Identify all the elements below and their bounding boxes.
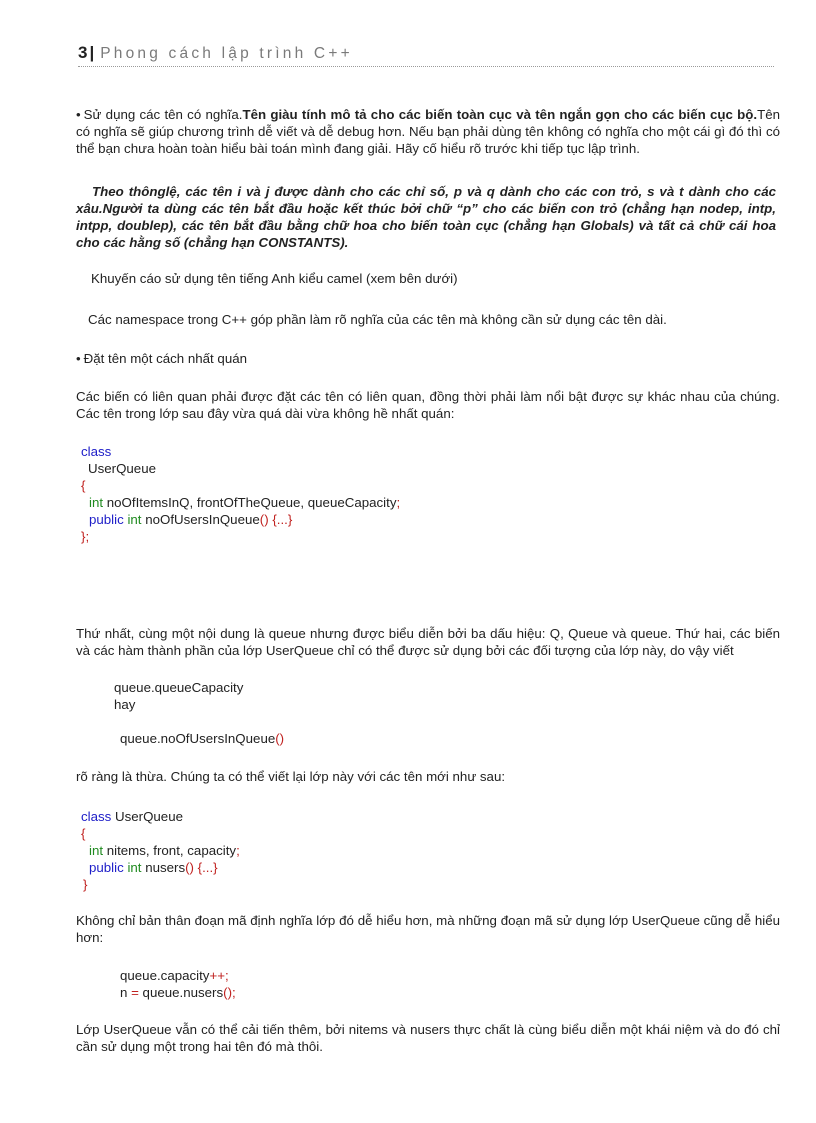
code-text: UserQueue <box>88 461 156 476</box>
code-punct: { <box>81 478 86 493</box>
p1-bold: Tên giàu tính mô tả cho các biến toàn cục và tên ngắn gọn cho các biến cục bộ. <box>242 107 758 122</box>
bullet: • <box>76 107 81 122</box>
code-text: hay <box>114 697 136 712</box>
code-type: int <box>89 843 104 858</box>
code-keyword: class <box>81 809 112 824</box>
code-text: nusers <box>141 860 186 875</box>
code-text: queue.queueCapacity <box>114 680 244 695</box>
code-punct: ++; <box>209 968 229 983</box>
p5-text: Đặt tên một cách nhất quán <box>83 351 248 366</box>
code-punct: = <box>131 985 139 1000</box>
code-block-original-class <box>81 443 785 545</box>
code-text: UserQueue <box>111 809 183 824</box>
code-block-usage <box>120 967 816 1001</box>
paragraph-related-names: Các biến có liên quan phải được đặt các tên có liên quan, đồng thời phải làm nổi bật được sự khác nhau của chúng. Các tên trong lớp sau đây vừa quá dài vừa không hề nhất quán: <box>76 389 780 421</box>
code-punct: () <box>275 731 285 746</box>
code-text: n <box>120 985 132 1000</box>
bullet: • <box>76 351 81 366</box>
code-text: queue.nusers <box>138 985 224 1000</box>
code-punct: () {...} <box>185 860 218 875</box>
paragraph-naming-conventions: Theo thônglệ, các tên i và j được dành cho các chỉ số, p và q dành cho các con trỏ, s và t dành cho các xâu.Người ta dùng các tên bắt đầu hoặc kết thúc bởi chữ “p” cho các biến con trỏ (chẳng hạn nodep, intp, intpp, doublep), các tên bắt đầu bằng chữ hoa cho biến toàn cục (chẳng hạn Globals) và tất cả chữ cái hoa cho các hằng số (chẳng hạn CONSTANTS). <box>76 184 776 250</box>
header-separator: | <box>89 43 95 62</box>
code-punct: ; <box>236 843 240 858</box>
paragraph-meaningful-names <box>76 106 780 157</box>
paragraph-camel-case: Khuyến cáo sử dụng tên tiếng Anh kiểu camel (xem bên dưới) <box>91 271 458 286</box>
header-title: Phong cách lập trình C++ <box>100 45 353 62</box>
code-keyword: public <box>89 860 124 875</box>
code-keyword: public <box>89 512 124 527</box>
code-text: noOfItemsInQ, frontOfTheQueue, queueCapacity <box>103 495 397 510</box>
p1-lead: Sử dụng các tên có nghĩa. <box>83 107 243 122</box>
code-type: int <box>127 512 142 527</box>
code-punct: () {...} <box>259 512 293 527</box>
paragraph-namespace: Các namespace trong C++ góp phần làm rõ nghĩa của các tên mà không cần sử dụng các tên dài. <box>88 312 667 327</box>
paragraph-improve-further: Lớp UserQueue vẫn có thể cải tiến thêm, bởi nitems và nusers thực chất là cùng biểu diễn một khái niệm và do đó chỉ cần sử dụng một trong hai tên đó mà thôi. <box>76 1022 780 1054</box>
page-header <box>78 44 774 67</box>
p1-rest: Tên có nghĩa sẽ giúp chương trình dễ viết và dễ debug hơn. Nếu bạn phải dùng tên không có nghĩa cho một cái gì đó thì có thể bạn chưa hoàn toàn hiểu bài toán mình đang giải. Hãy cố hiểu rõ trước khi tiếp tục lập trình. <box>76 107 780 156</box>
code-block-improved-class <box>81 808 785 893</box>
code-text: queue.capacity <box>120 968 210 983</box>
paragraph-consistent-heading <box>76 350 780 367</box>
code-punct: } <box>83 877 88 892</box>
code-keyword: class <box>81 444 112 459</box>
code-text: queue.noOfUsersInQueue <box>120 731 276 746</box>
code-punct: ; <box>396 495 401 510</box>
code-type: int <box>89 495 104 510</box>
code-block-redundant <box>114 679 816 747</box>
code-punct: (); <box>223 985 236 1000</box>
code-text: nitems, front, capacity <box>103 843 237 858</box>
code-punct: { <box>81 826 86 841</box>
paragraph-easier: Không chỉ bản thân đoạn mã định nghĩa lớp đó dễ hiểu hơn, mà những đoạn mã sử dụng lớp UserQueue cũng dễ hiểu hơn: <box>76 913 780 945</box>
paragraph-rewrite: rõ ràng là thừa. Chúng ta có thể viết lại lớp này với các tên mới như sau: <box>76 769 506 784</box>
code-punct: }; <box>81 529 90 544</box>
paragraph-first-second: Thứ nhất, cùng một nội dung là queue nhưng được biểu diễn bởi ba dấu hiệu: Q, Queue và queue. Thứ hai, các biến và các hàm thành phần của lớp UserQueue chỉ có thể được sử dụng bởi các đối tượng của lớp này, do vậy viết <box>76 626 780 658</box>
code-type: int <box>127 860 142 875</box>
page-number: 3 <box>78 43 88 62</box>
code-text: noOfUsersInQueue <box>141 512 260 527</box>
